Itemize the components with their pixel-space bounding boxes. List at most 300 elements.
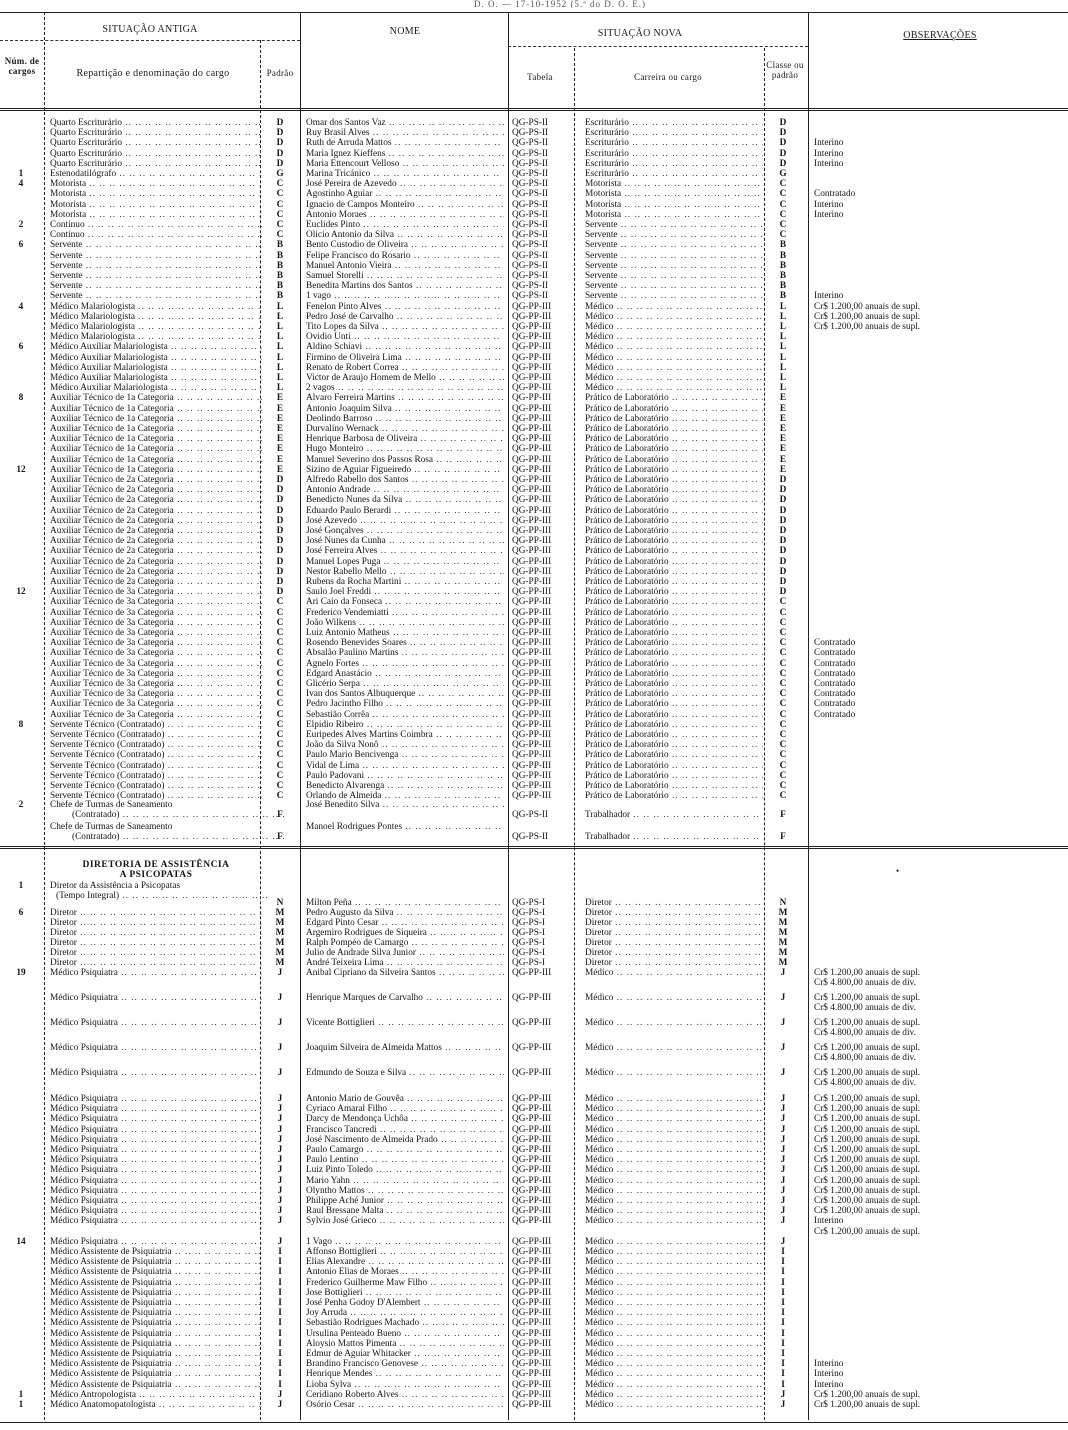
- carreira: Médico .. ..: [585, 1369, 763, 1379]
- person-name: Olyntho Mattos .. ..: [306, 1186, 504, 1196]
- observacao: Interino: [814, 291, 844, 302]
- table-header: [0, 10, 1068, 110]
- classe: C: [779, 781, 787, 791]
- cargo-name: Auxiliar Técnico de 2a Categoria .. ..: [50, 475, 262, 485]
- person-name: Ruy Brasil Alves .. ..: [306, 128, 504, 138]
- cargo-name: Auxiliar Técnico de 3a Categoria .. ..: [50, 597, 262, 607]
- tabela: QG-PS-II: [512, 250, 549, 261]
- cargo-name: Servente Técnico (Contratado) .. ..: [50, 781, 262, 791]
- padrao: J: [277, 1185, 283, 1196]
- section-2-row: [0, 1380, 1068, 1390]
- observacao: Cr$ 1.200,00 anuais de supl.: [814, 1104, 921, 1115]
- observacao: Cr$ 1.200,00 anuais de supl.: [814, 1145, 921, 1155]
- section-1-row: [0, 557, 1068, 567]
- observacao: Contratado: [814, 689, 856, 700]
- person-name: Ignacio de Campos Monteiro .. ..: [306, 200, 504, 210]
- classe: L: [779, 373, 787, 383]
- section-1-row: [0, 179, 1068, 189]
- carreira: Médico .. ..: [585, 1094, 763, 1104]
- padrao: I: [278, 1338, 282, 1349]
- person-name: Aloysio Mattos Pimenta .. ..: [306, 1339, 504, 1349]
- section-2-row: [0, 1104, 1068, 1114]
- padrao: L: [276, 352, 284, 363]
- padrao: M: [275, 948, 285, 958]
- padrao: C: [276, 791, 284, 802]
- section-1-row: [0, 363, 1068, 373]
- section-1-row: [0, 159, 1068, 169]
- classe: C: [779, 740, 787, 751]
- classe: L: [779, 352, 787, 363]
- section-1-row: [0, 771, 1068, 781]
- classe: B: [779, 250, 787, 261]
- section-2-row: [0, 1176, 1068, 1186]
- tabela: QG-PP-III: [512, 444, 552, 455]
- person-name: José Ferreira Alves .. ..: [306, 546, 504, 556]
- observacao: Cr$ 4.800,00 anuais de div.: [814, 1053, 916, 1063]
- carreira: Prático de Laboratório .. ..: [585, 567, 763, 577]
- padrao: F: [277, 810, 283, 820]
- carreira: Escriturário .. ..: [585, 159, 763, 169]
- person-name: Durvalino Wernack .. ..: [306, 424, 504, 434]
- cargo-name: Quarto Escriturário .. ..: [50, 138, 262, 148]
- classe: C: [779, 770, 787, 781]
- person-name: Olicio Antonio da Silva .. ..: [306, 230, 504, 240]
- carreira: Prático de Laboratório .. ..: [585, 526, 763, 536]
- num-cargos: 8: [18, 393, 24, 404]
- section-1-row: [0, 118, 1068, 128]
- section-1-row: [0, 444, 1068, 454]
- cargo-name: Médico Assistente de Psiquiatria .. ..: [50, 1318, 262, 1328]
- section-1-row: [0, 220, 1068, 230]
- observacao: Cr$ 1.200,00 anuais de supl.: [814, 301, 921, 312]
- classe: C: [779, 699, 787, 710]
- carreira: Prático de Laboratório .. ..: [585, 597, 763, 607]
- carreira: Prático de Laboratório .. ..: [585, 730, 763, 740]
- psiquiatra-block: [0, 968, 1068, 978]
- carreira: Prático de Laboratório .. ..: [585, 679, 763, 689]
- tabela: QG-PP-III: [512, 1185, 552, 1196]
- tabela: QG-PP-III: [512, 1134, 552, 1145]
- carreira: Prático de Laboratório .. ..: [585, 475, 763, 485]
- tabela: QG-PP-III: [512, 740, 552, 751]
- observacao: Interino: [814, 1359, 844, 1370]
- carreira: Prático de Laboratório .. ..: [585, 740, 763, 750]
- cargo-name: Auxiliar Técnico de 2a Categoria .. ..: [50, 485, 262, 495]
- classe: I: [781, 1328, 785, 1339]
- padrao: E: [276, 444, 284, 455]
- director-row: [0, 928, 1068, 938]
- tabela: QG-PS-II: [512, 291, 549, 302]
- person-name: Maria Ettencourt Velloso .. ..: [306, 159, 504, 169]
- person-name: Luiz Pinto Toledo .. ..: [306, 1165, 504, 1175]
- carreira: Médico .. ..: [585, 383, 763, 393]
- observacao: Cr$ 4.800,00 anuais de div.: [814, 1003, 916, 1013]
- section-1-row: [0, 659, 1068, 669]
- carreira: Motorista .. ..: [585, 210, 763, 220]
- cargo-name: Auxiliar Técnico de 3a Categoria .. ..: [50, 679, 262, 689]
- carreira: Escriturário .. ..: [585, 128, 763, 138]
- section-2-row: [0, 1278, 1068, 1288]
- person-name: Julio de Andrade Silva Junior .. ..: [306, 948, 504, 958]
- classe: M: [778, 928, 788, 938]
- cargo-name: Servente Técnico (Contratado) .. ..: [50, 791, 262, 801]
- tabela: QG-PP-III: [512, 1277, 552, 1288]
- padrao: C: [276, 679, 284, 689]
- observacao: Contratado: [814, 638, 856, 649]
- person-name: Pedro José de Carvalho .. ..: [306, 312, 504, 322]
- section-2-row: [0, 1400, 1068, 1410]
- director-row: [0, 908, 1068, 918]
- chefe-row-cont: [0, 832, 1068, 842]
- padrao: B: [276, 250, 284, 261]
- person-name: Tito Lopes da Silva .. ..: [306, 322, 504, 332]
- classe: D: [779, 536, 787, 547]
- padrao: D: [276, 577, 284, 587]
- tabela: QG-PP-III: [512, 577, 552, 587]
- classe: N: [779, 898, 787, 908]
- cargo-name: Estenodatilógrafo .. ..: [50, 169, 262, 179]
- padrao: E: [276, 393, 284, 404]
- padrao: C: [276, 628, 284, 638]
- tabela: QG-PP-III: [512, 1349, 552, 1359]
- tabela: QG-PP-III: [512, 1216, 552, 1227]
- person-name: Sebastião Rodrigues Machado .. ..: [306, 1318, 504, 1328]
- person-name: Antonio Andrade .. ..: [306, 485, 504, 495]
- tabela: QG-PP-III: [512, 968, 552, 978]
- psiquiatra-block: [0, 993, 1068, 1003]
- section-1-row: [0, 342, 1068, 352]
- person-name: Mario Yahn .. ..: [306, 1176, 504, 1186]
- person-name: Euripedes Alves Martins Coimbra .. ..: [306, 730, 504, 740]
- carreira: Prático de Laboratório .. ..: [585, 699, 763, 709]
- cargo-name: Médico Assistente de Psiquiatria .. ..: [50, 1247, 262, 1257]
- classe: C: [779, 199, 787, 210]
- cargo-name: Servente Técnico (Contratado) .. ..: [50, 750, 262, 760]
- cargo-name: Chefe de Turmas de Saneamento: [50, 800, 173, 810]
- section-1-row: [0, 536, 1068, 546]
- padrao: I: [278, 1257, 282, 1268]
- num-cargos: 6: [18, 342, 24, 353]
- observacao: Cr$ 1.200,00 anuais de supl.: [814, 1165, 921, 1176]
- classe: C: [779, 730, 787, 740]
- classe: J: [780, 1104, 786, 1115]
- classe: J: [780, 1145, 786, 1155]
- padrao: B: [276, 291, 284, 302]
- padrao: C: [276, 658, 284, 669]
- stray-mark: •: [896, 866, 900, 876]
- padrao: J: [277, 1043, 283, 1053]
- section-1-row: [0, 383, 1068, 393]
- cargo-name: Médico Psiquiatra .. ..: [50, 1165, 262, 1175]
- cargo-name: Médico Psiquiatra .. ..: [50, 1018, 262, 1028]
- person-name: Manoel Rodrigues Pontes .. ..: [306, 822, 504, 832]
- cargo-name: Servente Técnico (Contratado) .. ..: [50, 740, 262, 750]
- person-name: Joaquim Silveira de Almeida Mattos .. ..: [306, 1043, 504, 1053]
- section-1-row: [0, 373, 1068, 383]
- person-name: Anibal Cipriano da Silveira Santos .. ..: [306, 968, 504, 978]
- person-name: Henrique Barbosa de Oliveira .. ..: [306, 434, 504, 444]
- tabela: QG-PS-II: [512, 128, 549, 139]
- carreira: Médico .. ..: [585, 322, 763, 332]
- person-name: Deolindo Barroso .. ..: [306, 414, 504, 424]
- padrao: J: [277, 1389, 283, 1400]
- classe: L: [779, 332, 787, 343]
- tabela: QG-PP-III: [512, 526, 552, 536]
- carreira: Médico .. ..: [585, 993, 763, 1003]
- carreira: Prático de Laboratório .. ..: [585, 444, 763, 454]
- header-carreira: Carreira ou cargo: [634, 72, 702, 82]
- tabela: QG-PP-III: [512, 1247, 552, 1257]
- person-name: Renato de Robert Correa .. ..: [306, 363, 504, 373]
- observacao: Cr$ 1.200,00 anuais de supl.: [814, 968, 921, 978]
- person-name: Ceridiano Roberto Alves .. ..: [306, 1390, 504, 1400]
- header-reparticao: Repartição e denominação do cargo: [76, 68, 230, 79]
- classe: J: [780, 1175, 786, 1186]
- section-1-row: [0, 648, 1068, 658]
- tabela: QG-PP-III: [512, 617, 552, 628]
- cargo-name: Servente Técnico (Contratado) .. ..: [50, 720, 262, 730]
- section-1-row: [0, 404, 1068, 414]
- header-situacao-nova: SITUAÇÃO NOVA: [597, 28, 683, 39]
- director-row: [0, 938, 1068, 948]
- carreira: Médico .. ..: [585, 1135, 763, 1145]
- cargo: Diretor da Assistência a Psicopatas: [50, 881, 181, 891]
- tabela: QG-PP-III: [512, 352, 552, 363]
- cargo-name: Médico Auxiliar Malariologista .. ..: [50, 383, 262, 393]
- carreira: Médico .. ..: [585, 1155, 763, 1165]
- carreira: Prático de Laboratório .. ..: [585, 750, 763, 760]
- padrao: C: [276, 770, 284, 781]
- carreira: Médico .. ..: [585, 1247, 763, 1257]
- classe: J: [780, 993, 786, 1003]
- section-1-row: [0, 567, 1068, 577]
- padrao: J: [277, 1216, 283, 1227]
- person-name: Vidal de Lima .. ..: [306, 761, 504, 771]
- psiquiatra-block-cont: [0, 1028, 1068, 1038]
- section-2-row: [0, 1257, 1068, 1267]
- classe: E: [779, 434, 787, 445]
- observacao: Interino: [814, 1379, 844, 1390]
- section-1-row: [0, 730, 1068, 740]
- classe: D: [779, 128, 787, 139]
- padrao: E: [276, 424, 284, 434]
- padrao: M: [275, 958, 285, 968]
- person-name: Samuel Storelli .. ..: [306, 271, 504, 281]
- classe: C: [779, 220, 787, 230]
- person-name: Manuel Antonio Vieira .. ..: [306, 261, 504, 271]
- tabela: QG-PS-I: [512, 908, 546, 918]
- section-2-row: [0, 1339, 1068, 1349]
- carreira: Prático de Laboratório .. ..: [585, 720, 763, 730]
- carreira: Médico .. ..: [585, 353, 763, 363]
- padrao: D: [276, 485, 284, 496]
- person-name: Aldino Schiavi .. ..: [306, 342, 504, 352]
- cargo-name: Chefe de Turmas de Saneamento: [50, 822, 173, 832]
- person-name: Edgard Pinto Cesar .. ..: [306, 918, 504, 928]
- section-1-row: [0, 291, 1068, 301]
- tabela: QG-PP-III: [512, 1206, 552, 1217]
- tabela: QG-PP-III: [512, 515, 552, 526]
- section-2-row: [0, 1267, 1068, 1277]
- carreira: Prático de Laboratório .. ..: [585, 424, 763, 434]
- section-1-row: [0, 353, 1068, 363]
- person-name: Rosendo Benevides Soares .. ..: [306, 638, 504, 648]
- section-1-row: [0, 618, 1068, 628]
- classe: E: [779, 413, 787, 424]
- tabela: QG-PP-III: [512, 1196, 552, 1206]
- padrao: G: [276, 169, 284, 179]
- observacao: Interino: [814, 209, 844, 220]
- person-name: Euclides Pinto .. ..: [306, 220, 504, 230]
- tabela: QG-PS-II: [512, 832, 549, 842]
- carreira: Escriturário .. ..: [585, 149, 763, 159]
- section-1-row: [0, 138, 1068, 148]
- observacao: Cr$ 1.200,00 anuais de supl.: [814, 1155, 921, 1166]
- tabela: QG-PP-III: [512, 495, 552, 506]
- classe: L: [779, 301, 787, 312]
- section-1-row: [0, 271, 1068, 281]
- classe: I: [781, 1298, 785, 1308]
- person-name: Sylvio José Grieco .. ..: [306, 1216, 504, 1226]
- carreira: Médico .. ..: [585, 1308, 763, 1318]
- carreira: Médico .. ..: [585, 312, 763, 322]
- section-1-row: [0, 669, 1068, 679]
- cargo-name: Médico Assistente de Psiquiatria .. ..: [50, 1349, 262, 1359]
- tabela: QG-PP-III: [512, 1389, 552, 1400]
- carreira: Prático de Laboratório .. ..: [585, 608, 763, 618]
- person-name: Ruth de Arruda Mattos .. ..: [306, 138, 504, 148]
- section-1-row: [0, 414, 1068, 424]
- padrao: L: [276, 311, 284, 322]
- section-2-row: [0, 1308, 1068, 1318]
- section-2-row: [0, 1135, 1068, 1145]
- classe: I: [781, 1247, 785, 1257]
- section-1-row: [0, 587, 1068, 597]
- classe: C: [779, 638, 787, 649]
- section-1-row: [0, 251, 1068, 261]
- tabela: QG-PS-I: [512, 928, 546, 938]
- classe: J: [780, 1206, 786, 1217]
- classe: C: [779, 679, 787, 689]
- cargo-name: Servente .. ..: [50, 281, 262, 291]
- person-name: Philippe Aché Junior .. ..: [306, 1196, 504, 1206]
- classe: L: [779, 342, 787, 353]
- carreira: Prático de Laboratório .. ..: [585, 587, 763, 597]
- padrao: C: [276, 668, 284, 679]
- carreira: Prático de Laboratório .. ..: [585, 628, 763, 638]
- cargo-name: Médico Psiquiatra .. ..: [50, 993, 262, 1003]
- carreira: Servente .. ..: [585, 261, 763, 271]
- tabela: QG-PP-III: [512, 1298, 552, 1308]
- count: 1: [18, 881, 24, 891]
- person-name: Antonio Elias de Moraes .. ..: [306, 1267, 504, 1277]
- carreira: Escriturário .. ..: [585, 169, 763, 179]
- cargo-name: Médico Assistente de Psiquiatria .. ..: [50, 1288, 262, 1298]
- classe: D: [779, 138, 787, 149]
- cargo-name: Servente Técnico (Contratado) .. ..: [50, 771, 262, 781]
- carreira: Médico .. ..: [585, 1349, 763, 1359]
- cargo-name: Auxiliar Técnico de 3a Categoria .. ..: [50, 608, 262, 618]
- tabela: QG-PS-II: [512, 199, 549, 210]
- padrao: L: [276, 383, 284, 394]
- observacao: Contratado: [814, 668, 856, 679]
- carreira: Prático de Laboratório .. ..: [585, 516, 763, 526]
- cargo-name: Médico Psiquiatra .. ..: [50, 1068, 262, 1078]
- carreira: Trabalhador .. ..: [585, 810, 763, 820]
- section-1-row: [0, 210, 1068, 220]
- carreira: Médico .. ..: [585, 1339, 763, 1349]
- cargo-name: Médico Assistente de Psiquiatria .. ..: [50, 1329, 262, 1339]
- padrao: E: [276, 413, 284, 424]
- carreira: Servente .. ..: [585, 281, 763, 291]
- tabela: QG-PP-III: [512, 1287, 552, 1298]
- tabela: QG-PS-II: [512, 810, 549, 820]
- section-1-row: [0, 740, 1068, 750]
- tabela: QG-PP-III: [512, 1257, 552, 1268]
- classe: I: [781, 1379, 785, 1390]
- cargo-name: Auxiliar Técnico de 3a Categoria .. ..: [50, 699, 262, 709]
- section-2-row: [0, 1318, 1068, 1328]
- section-1-row: [0, 526, 1068, 536]
- person-name: Rubens da Rocha Martini .. ..: [306, 577, 504, 587]
- person-name: Pedro Jacintho Filho .. ..: [306, 699, 504, 709]
- cargo-name: Diretor .. ..: [50, 948, 262, 958]
- classe: D: [779, 577, 787, 587]
- person-name: Omar dos Santos Vaz .. ..: [306, 118, 504, 128]
- person-name: Edgard Anastácio .. ..: [306, 669, 504, 679]
- cargo-name: Auxiliar Técnico de 1a Categoria .. ..: [50, 393, 262, 403]
- padrao: D: [276, 118, 284, 128]
- num-cargos: 12: [16, 587, 26, 598]
- classe: E: [779, 393, 787, 404]
- psiquiatra-block-cont: [0, 1053, 1068, 1063]
- num-cargos: 1: [18, 1400, 24, 1410]
- person-name: José Nunes da Cunha .. ..: [306, 536, 504, 546]
- carreira: Médico .. ..: [585, 1278, 763, 1288]
- section-2-row: [0, 1329, 1068, 1339]
- tabela: QG-PP-III: [512, 638, 552, 649]
- section-1-row: [0, 322, 1068, 332]
- person-name: Manuel Severino dos Passos Rosa .. ..: [306, 455, 504, 465]
- carreira: Médico .. ..: [585, 1318, 763, 1328]
- classe: D: [779, 587, 787, 598]
- num-cargos: 4: [18, 301, 24, 312]
- padrao: J: [277, 1124, 283, 1135]
- person-name: José Penha Godoy D'Alembert .. ..: [306, 1298, 504, 1308]
- section-2-row: [0, 1114, 1068, 1124]
- carreira: Prático de Laboratório .. ..: [585, 465, 763, 475]
- padrao: D: [276, 148, 284, 159]
- person-name: Nestor Rabello Mello .. ..: [306, 567, 504, 577]
- carreira: Médico .. ..: [585, 1104, 763, 1114]
- section-1-row: [0, 485, 1068, 495]
- person-name: Frederico Vendemiatti .. ..: [306, 608, 504, 618]
- section-1-row: [0, 781, 1068, 791]
- padrao: J: [277, 1400, 283, 1410]
- carreira: Médico .. ..: [585, 1329, 763, 1339]
- tabela: QG-PP-III: [512, 658, 552, 669]
- observacao: Interino: [814, 138, 844, 149]
- cargo-cont: (Contratado) .. ..: [50, 810, 284, 820]
- observacao: Cr$ 1.200,00 anuais de supl.: [814, 1185, 921, 1196]
- padrao: I: [278, 1298, 282, 1308]
- person-name: João da Silva Nonô .. ..: [306, 740, 504, 750]
- cargo-name: Quarto Escriturário .. ..: [50, 159, 262, 169]
- section-1-row: [0, 149, 1068, 159]
- psiquiatra-block-cont: [0, 1003, 1068, 1013]
- tabela: QG-PP-III: [512, 403, 552, 414]
- classe: L: [779, 311, 787, 322]
